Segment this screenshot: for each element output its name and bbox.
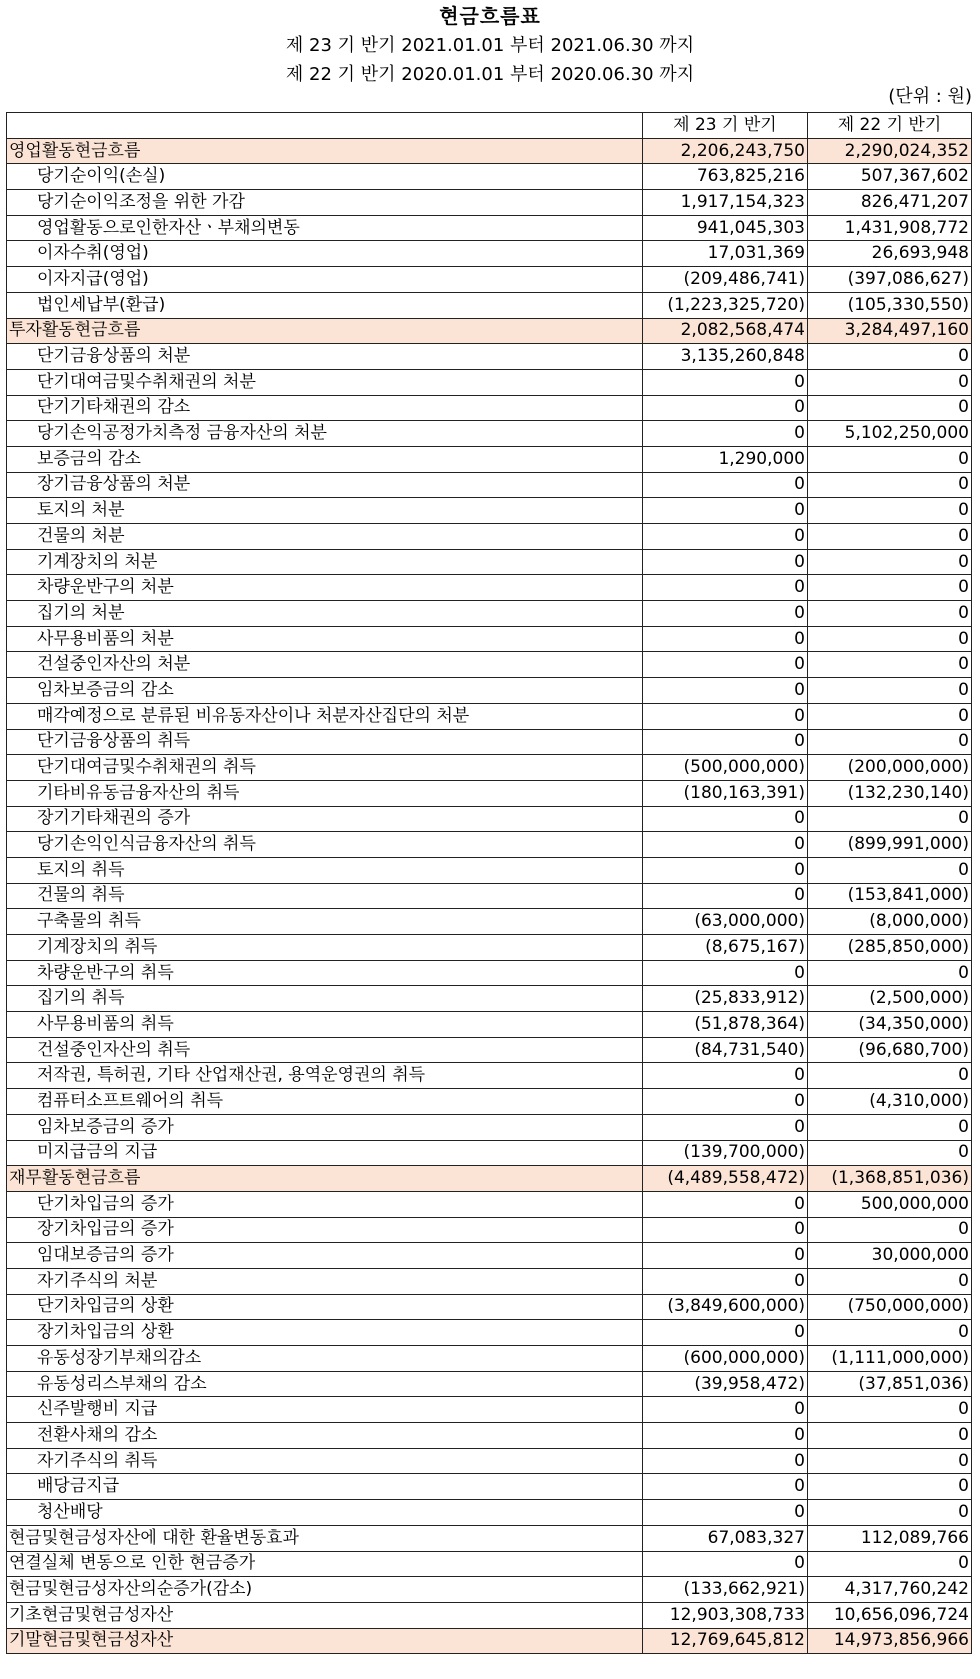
row-label: 단기대여금및수취채권의 처분	[7, 369, 643, 395]
row-value-period-23: (3,849,600,000)	[642, 1294, 807, 1320]
row-value-period-23: 0	[642, 1243, 807, 1269]
table-row	[7, 344, 972, 370]
row-value-period-23: 0	[642, 1268, 807, 1294]
row-label: 장기차입금의 상환	[7, 1320, 643, 1346]
row-label: 자기주식의 처분	[7, 1268, 643, 1294]
table-row	[7, 703, 972, 729]
table-row	[7, 1063, 972, 1089]
row-value-period-23: 0	[642, 1191, 807, 1217]
row-label: 건설중인자산의 처분	[7, 652, 643, 678]
row-value-period-23: 0	[642, 626, 807, 652]
table-row	[7, 652, 972, 678]
table-row	[7, 1166, 972, 1192]
row-value-period-23: 1,290,000	[642, 446, 807, 472]
row-label: 영업활동으로인한자산ㆍ부채의변동	[7, 215, 643, 241]
table-row	[7, 267, 972, 293]
table-row	[7, 1500, 972, 1526]
row-label: 장기기타채권의 증가	[7, 806, 643, 832]
row-value-period-23: 0	[642, 960, 807, 986]
row-value-period-23: 0	[642, 883, 807, 909]
row-label: 자기주식의 취득	[7, 1448, 643, 1474]
row-value-period-23: (8,675,167)	[642, 935, 807, 961]
row-value-period-22: 0	[807, 960, 971, 986]
row-value-period-22: 0	[807, 549, 971, 575]
table-row	[7, 1089, 972, 1115]
row-value-period-22: (37,851,036)	[807, 1371, 971, 1397]
row-label: 컴퓨터소프트웨어의 취득	[7, 1089, 643, 1115]
row-value-period-22: 826,471,207	[807, 190, 971, 216]
row-label: 차량운반구의 취득	[7, 960, 643, 986]
table-row	[7, 1217, 972, 1243]
header-period-23: 제 23 기 반기	[642, 113, 807, 139]
table-row	[7, 524, 972, 550]
row-value-period-23: (25,833,912)	[642, 986, 807, 1012]
row-label: 연결실체 변동으로 인한 현금증가	[7, 1551, 643, 1577]
row-value-period-22: 0	[807, 729, 971, 755]
table-row	[7, 857, 972, 883]
row-value-period-23: 1,917,154,323	[642, 190, 807, 216]
row-value-period-22: 0	[807, 703, 971, 729]
row-value-period-23: 2,082,568,474	[642, 318, 807, 344]
row-value-period-23: 12,769,645,812	[642, 1628, 807, 1654]
row-value-period-22: 0	[807, 678, 971, 704]
row-label: 미지급금의 지급	[7, 1140, 643, 1166]
row-value-period-22: 0	[807, 344, 971, 370]
row-label: 법인세납부(환급)	[7, 292, 643, 318]
table-row	[7, 1371, 972, 1397]
row-value-period-22: 0	[807, 1217, 971, 1243]
table-row	[7, 1294, 972, 1320]
row-value-period-23: 0	[642, 1551, 807, 1577]
row-label: 장기금융상품의 처분	[7, 472, 643, 498]
row-label: 단기대여금및수취채권의 취득	[7, 755, 643, 781]
table-row	[7, 1140, 972, 1166]
row-value-period-23: 0	[642, 575, 807, 601]
row-value-period-22: (105,330,550)	[807, 292, 971, 318]
row-label: 영업활동현금흐름	[7, 138, 643, 164]
row-value-period-23: 0	[642, 703, 807, 729]
row-value-period-23: 0	[642, 857, 807, 883]
table-row	[7, 318, 972, 344]
row-label: 유동성리스부채의 감소	[7, 1371, 643, 1397]
table-row	[7, 549, 972, 575]
table-row	[7, 215, 972, 241]
table-row	[7, 806, 972, 832]
row-label: 배당금지급	[7, 1474, 643, 1500]
table-row	[7, 446, 972, 472]
row-label: 건물의 취득	[7, 883, 643, 909]
row-value-period-22: (200,000,000)	[807, 755, 971, 781]
row-label: 신주발행비 지급	[7, 1397, 643, 1423]
table-row	[7, 138, 972, 164]
row-value-period-23: 0	[642, 601, 807, 627]
row-label: 당기손익인식금융자산의 취득	[7, 832, 643, 858]
table-row	[7, 241, 972, 267]
row-value-period-22: 0	[807, 395, 971, 421]
row-label: 이자지급(영업)	[7, 267, 643, 293]
row-value-period-23: 2,206,243,750	[642, 138, 807, 164]
row-label: 임차보증금의 증가	[7, 1114, 643, 1140]
row-value-period-23: 941,045,303	[642, 215, 807, 241]
row-value-period-22: 4,317,760,242	[807, 1577, 971, 1603]
row-value-period-22: 1,431,908,772	[807, 215, 971, 241]
header-label-column	[7, 113, 643, 139]
row-label: 당기순이익(손실)	[7, 164, 643, 190]
row-label: 저작권, 특허권, 기타 산업재산권, 용역운영권의 취득	[7, 1063, 643, 1089]
table-row	[7, 960, 972, 986]
row-value-period-23: (139,700,000)	[642, 1140, 807, 1166]
row-value-period-23: 0	[642, 1448, 807, 1474]
table-row	[7, 395, 972, 421]
row-label: 기타비유동금융자산의 취득	[7, 780, 643, 806]
row-value-period-23: 0	[642, 1089, 807, 1115]
row-value-period-23: 3,135,260,848	[642, 344, 807, 370]
row-value-period-22: (8,000,000)	[807, 909, 971, 935]
row-label: 사무용비품의 처분	[7, 626, 643, 652]
table-row	[7, 292, 972, 318]
row-value-period-22: 0	[807, 1474, 971, 1500]
table-row	[7, 678, 972, 704]
table-row	[7, 729, 972, 755]
table-row	[7, 472, 972, 498]
row-label: 임대보증금의 증가	[7, 1243, 643, 1269]
row-value-period-22: 0	[807, 601, 971, 627]
row-value-period-23: 0	[642, 369, 807, 395]
row-value-period-22: 26,693,948	[807, 241, 971, 267]
row-value-period-22: (96,680,700)	[807, 1037, 971, 1063]
row-value-period-22: (4,310,000)	[807, 1089, 971, 1115]
row-label: 당기순이익조정을 위한 가감	[7, 190, 643, 216]
row-value-period-23: 0	[642, 652, 807, 678]
row-value-period-22: (34,350,000)	[807, 1012, 971, 1038]
row-value-period-22: (153,841,000)	[807, 883, 971, 909]
row-label: 기초현금및현금성자산	[7, 1602, 643, 1628]
row-value-period-23: 0	[642, 1217, 807, 1243]
table-row	[7, 935, 972, 961]
row-value-period-23: 17,031,369	[642, 241, 807, 267]
table-row	[7, 1525, 972, 1551]
unit-label: (단위 : 원)	[888, 86, 972, 107]
row-value-period-22: 0	[807, 369, 971, 395]
row-value-period-23: (63,000,000)	[642, 909, 807, 935]
table-header-row	[7, 113, 972, 139]
row-value-period-22: 0	[807, 1114, 971, 1140]
row-value-period-23: 0	[642, 524, 807, 550]
row-value-period-23: (209,486,741)	[642, 267, 807, 293]
row-label: 구축물의 취득	[7, 909, 643, 935]
table-row	[7, 1628, 972, 1654]
table-row	[7, 421, 972, 447]
row-value-period-22: 0	[807, 1500, 971, 1526]
row-value-period-22: (1,111,000,000)	[807, 1346, 971, 1372]
row-label: 매각예정으로 분류된 비유동자산이나 처분자산집단의 처분	[7, 703, 643, 729]
row-value-period-23: 0	[642, 395, 807, 421]
table-row	[7, 164, 972, 190]
table-row	[7, 780, 972, 806]
row-label: 토지의 취득	[7, 857, 643, 883]
period-line-current: 제 23 기 반기 2021.01.01 부터 2021.06.30 까지	[285, 35, 695, 56]
row-value-period-22: 0	[807, 806, 971, 832]
table-row	[7, 1448, 972, 1474]
row-label: 보증금의 감소	[7, 446, 643, 472]
row-label: 유동성장기부채의감소	[7, 1346, 643, 1372]
table-row	[7, 1602, 972, 1628]
row-value-period-22: (397,086,627)	[807, 267, 971, 293]
row-label: 건설중인자산의 취득	[7, 1037, 643, 1063]
table-row	[7, 575, 972, 601]
row-value-period-22: 0	[807, 1423, 971, 1449]
row-value-period-23: 0	[642, 1397, 807, 1423]
row-value-period-23: 67,083,327	[642, 1525, 807, 1551]
table-row	[7, 1114, 972, 1140]
row-value-period-23: 0	[642, 498, 807, 524]
row-label: 차량운반구의 처분	[7, 575, 643, 601]
row-value-period-22: 0	[807, 524, 971, 550]
row-value-period-22: (132,230,140)	[807, 780, 971, 806]
row-label: 당기손익공정가치측정 금융자산의 처분	[7, 421, 643, 447]
row-label: 현금및현금성자산에 대한 환율변동효과	[7, 1525, 643, 1551]
row-value-period-23: 0	[642, 421, 807, 447]
row-label: 장기차입금의 증가	[7, 1217, 643, 1243]
row-label: 임차보증금의 감소	[7, 678, 643, 704]
row-value-period-22: 0	[807, 1063, 971, 1089]
table-body	[7, 138, 972, 1654]
row-label: 재무활동현금흐름	[7, 1166, 643, 1192]
table-row	[7, 1191, 972, 1217]
row-label: 단기기타채권의 감소	[7, 395, 643, 421]
row-value-period-23: (84,731,540)	[642, 1037, 807, 1063]
row-value-period-23: (600,000,000)	[642, 1346, 807, 1372]
row-value-period-22: 0	[807, 446, 971, 472]
row-label: 이자수취(영업)	[7, 241, 643, 267]
table-row	[7, 498, 972, 524]
row-label: 투자활동현금흐름	[7, 318, 643, 344]
table-row	[7, 1268, 972, 1294]
row-value-period-22: (750,000,000)	[807, 1294, 971, 1320]
row-label: 단기차입금의 증가	[7, 1191, 643, 1217]
row-label: 집기의 처분	[7, 601, 643, 627]
row-label: 단기차입금의 상환	[7, 1294, 643, 1320]
row-label: 단기금융상품의 처분	[7, 344, 643, 370]
row-value-period-22: 0	[807, 1268, 971, 1294]
table-row	[7, 369, 972, 395]
row-value-period-23: (1,223,325,720)	[642, 292, 807, 318]
row-value-period-23: (39,958,472)	[642, 1371, 807, 1397]
row-label: 토지의 처분	[7, 498, 643, 524]
row-label: 단기금융상품의 취득	[7, 729, 643, 755]
row-label: 청산배당	[7, 1500, 643, 1526]
row-label: 건물의 처분	[7, 524, 643, 550]
row-value-period-22: 0	[807, 472, 971, 498]
table-row	[7, 909, 972, 935]
title-block	[0, 0, 980, 89]
row-value-period-23: (500,000,000)	[642, 755, 807, 781]
row-value-period-22: 3,284,497,160	[807, 318, 971, 344]
table-row	[7, 755, 972, 781]
row-value-period-23: 0	[642, 806, 807, 832]
table-row	[7, 1397, 972, 1423]
row-value-period-23: 0	[642, 472, 807, 498]
row-value-period-23: 0	[642, 1114, 807, 1140]
row-value-period-22: 0	[807, 1320, 971, 1346]
header-period-22: 제 22 기 반기	[807, 113, 971, 139]
row-value-period-23: 0	[642, 832, 807, 858]
table-row	[7, 1320, 972, 1346]
row-value-period-22: 0	[807, 1397, 971, 1423]
table-row	[7, 883, 972, 909]
row-value-period-23: (4,489,558,472)	[642, 1166, 807, 1192]
row-value-period-22: 0	[807, 857, 971, 883]
row-label: 현금및현금성자산의순증가(감소)	[7, 1577, 643, 1603]
row-value-period-23: 0	[642, 1063, 807, 1089]
row-label: 기계장치의 취득	[7, 935, 643, 961]
row-value-period-23: 0	[642, 729, 807, 755]
table-row	[7, 1346, 972, 1372]
row-value-period-22: 5,102,250,000	[807, 421, 971, 447]
row-value-period-23: 0	[642, 678, 807, 704]
row-value-period-23: 12,903,308,733	[642, 1602, 807, 1628]
row-value-period-23: 763,825,216	[642, 164, 807, 190]
table-row	[7, 1577, 972, 1603]
table-row	[7, 1474, 972, 1500]
table-row	[7, 1423, 972, 1449]
row-value-period-22: 507,367,602	[807, 164, 971, 190]
cash-flow-table	[6, 112, 972, 1654]
period-line-prior: 제 22 기 반기 2020.01.01 부터 2020.06.30 까지	[285, 64, 695, 85]
table-row	[7, 1551, 972, 1577]
row-value-period-22: 0	[807, 498, 971, 524]
row-value-period-22: 0	[807, 1551, 971, 1577]
row-label: 사무용비품의 취득	[7, 1012, 643, 1038]
row-value-period-23: 0	[642, 1500, 807, 1526]
row-value-period-23: 0	[642, 1423, 807, 1449]
table-row	[7, 1012, 972, 1038]
row-value-period-22: (2,500,000)	[807, 986, 971, 1012]
row-value-period-22: 0	[807, 1448, 971, 1474]
table-row	[7, 190, 972, 216]
document-title: 현금흐름표	[439, 4, 541, 28]
row-value-period-22: 0	[807, 652, 971, 678]
row-value-period-22: 30,000,000	[807, 1243, 971, 1269]
row-value-period-22: (1,368,851,036)	[807, 1166, 971, 1192]
row-value-period-22: 0	[807, 575, 971, 601]
table-row	[7, 1243, 972, 1269]
row-value-period-23: 0	[642, 1474, 807, 1500]
table-row	[7, 832, 972, 858]
row-value-period-22: 0	[807, 1140, 971, 1166]
table-row	[7, 626, 972, 652]
row-value-period-22: 500,000,000	[807, 1191, 971, 1217]
table-row	[7, 1037, 972, 1063]
row-value-period-22: 2,290,024,352	[807, 138, 971, 164]
row-value-period-22: 112,089,766	[807, 1525, 971, 1551]
row-value-period-22: 0	[807, 626, 971, 652]
row-value-period-22: (899,991,000)	[807, 832, 971, 858]
row-label: 기계장치의 처분	[7, 549, 643, 575]
row-value-period-23: 0	[642, 1320, 807, 1346]
row-value-period-23: (133,662,921)	[642, 1577, 807, 1603]
row-label: 전환사채의 감소	[7, 1423, 643, 1449]
table-row	[7, 986, 972, 1012]
row-value-period-22: 14,973,856,966	[807, 1628, 971, 1654]
row-value-period-23: (180,163,391)	[642, 780, 807, 806]
table-row	[7, 601, 972, 627]
row-value-period-22: (285,850,000)	[807, 935, 971, 961]
row-label: 집기의 취득	[7, 986, 643, 1012]
row-value-period-23: 0	[642, 549, 807, 575]
row-value-period-23: (51,878,364)	[642, 1012, 807, 1038]
row-value-period-22: 10,656,096,724	[807, 1602, 971, 1628]
row-label: 기말현금및현금성자산	[7, 1628, 643, 1654]
